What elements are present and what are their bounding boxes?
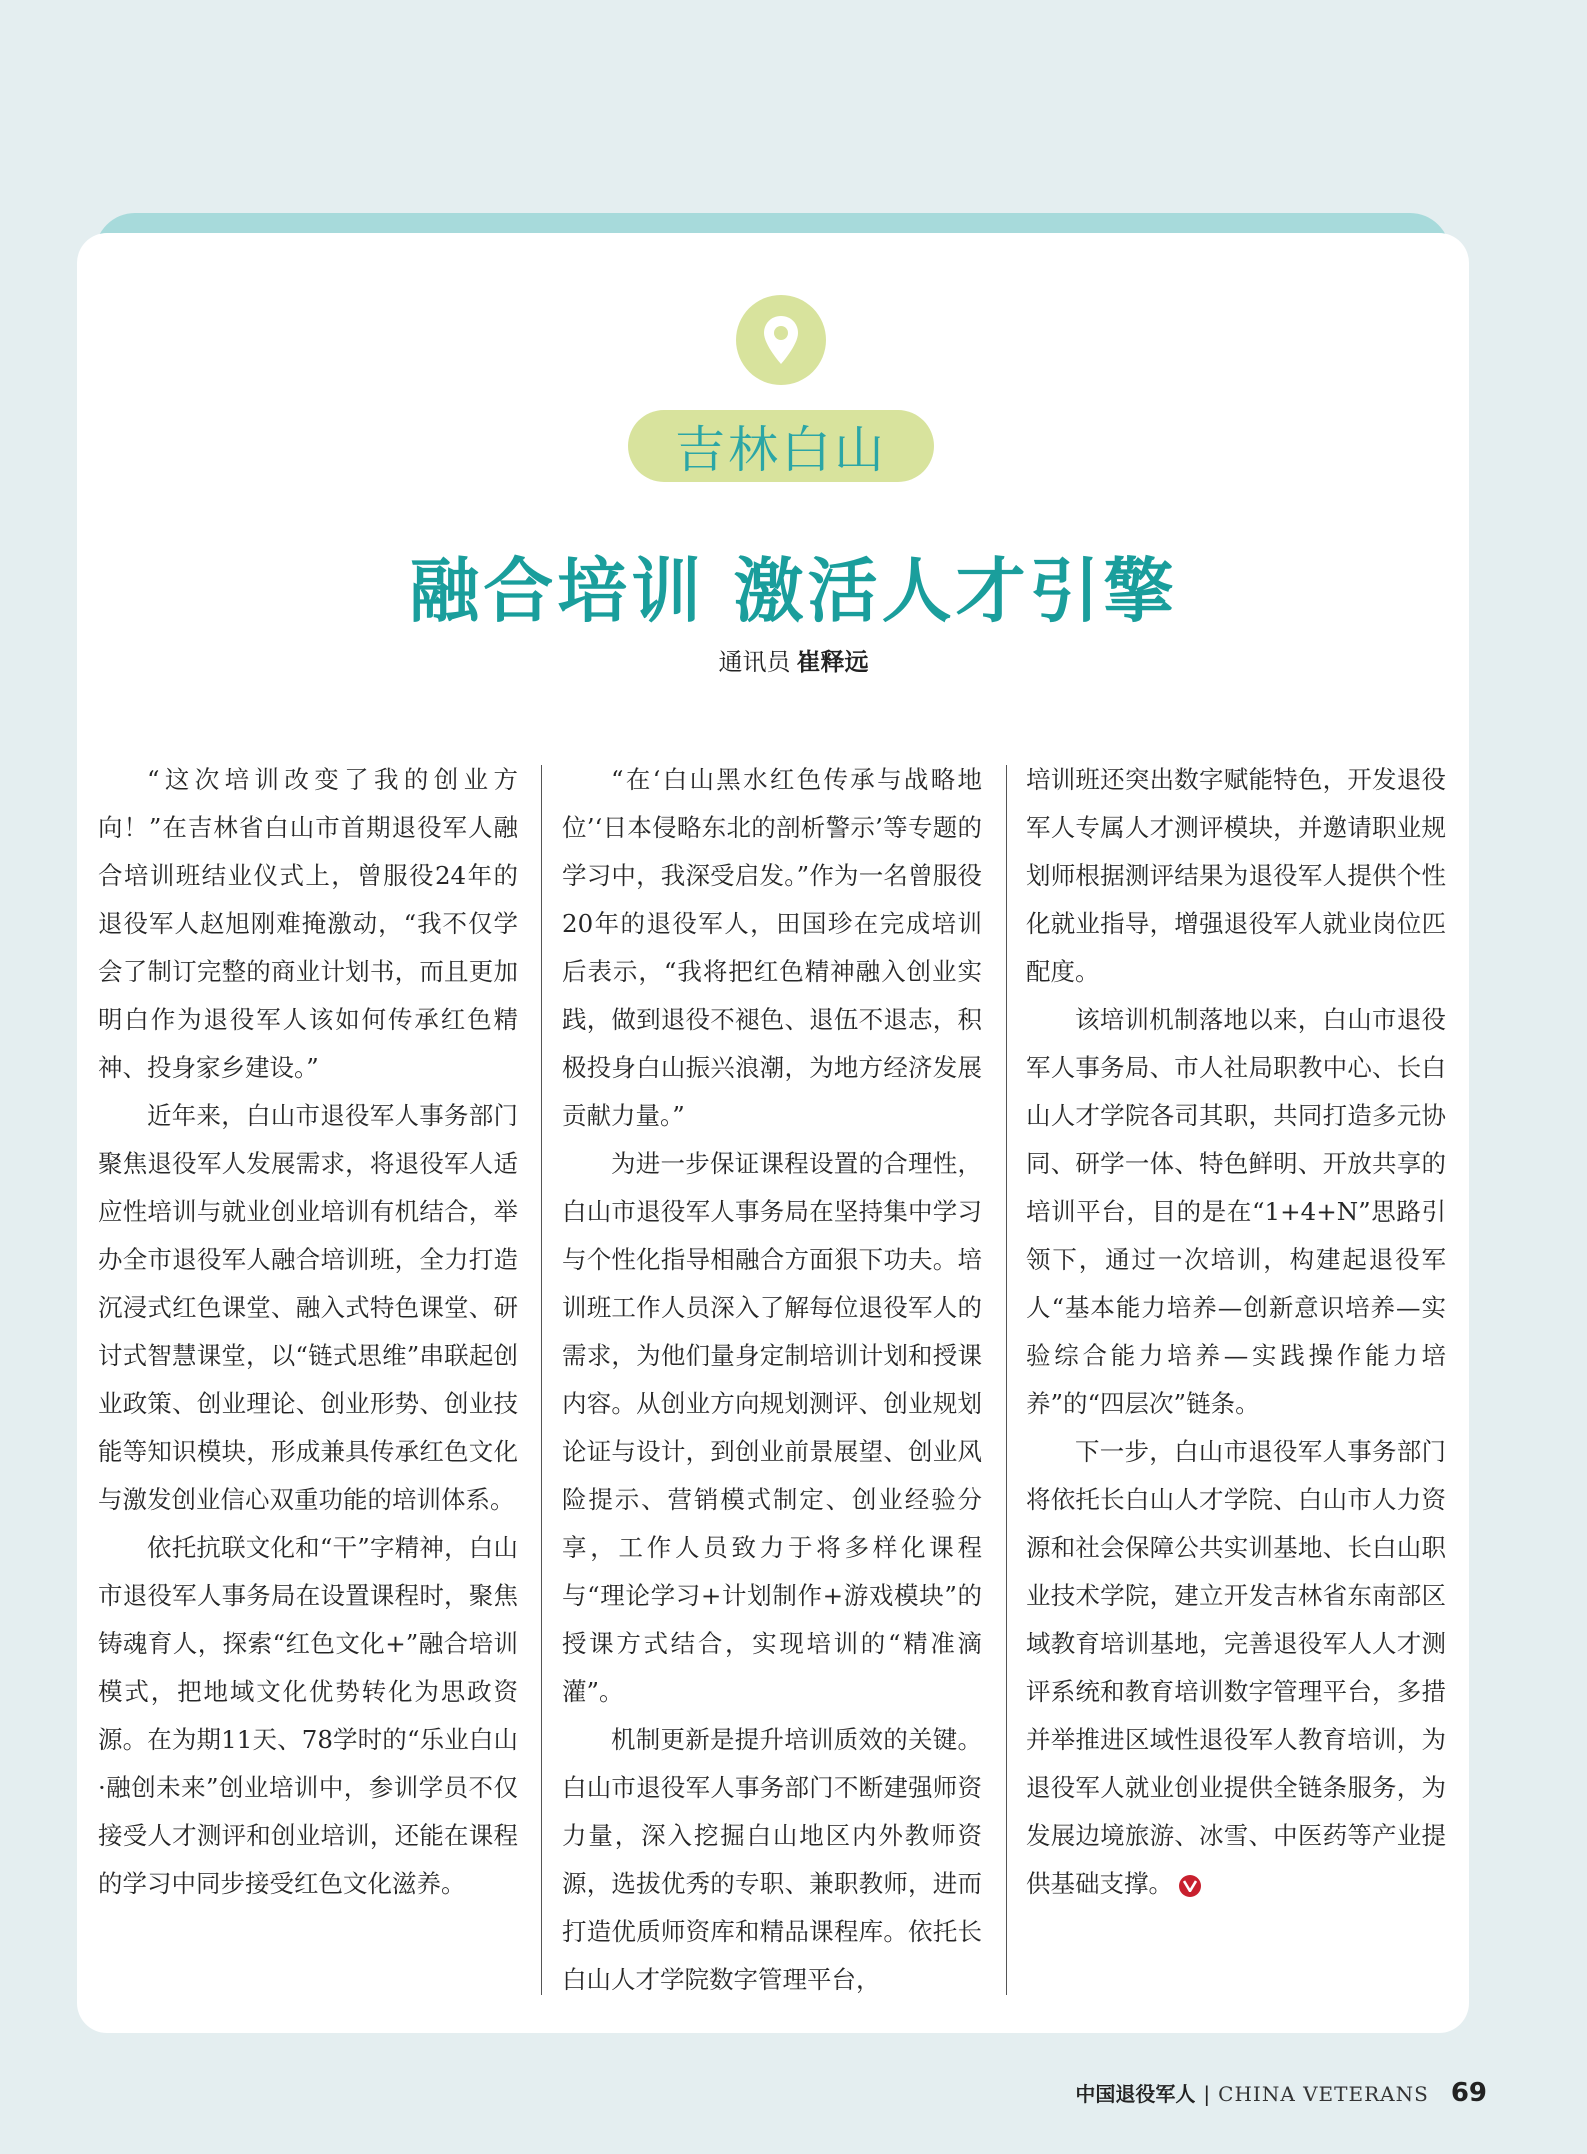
paragraph: 近年来，白山市退役军人事务部门聚焦退役军人发展需求，将退役军人适应性培训与就业创业培训有机结合，举办全市退役军人融合培训班，全力打造沉浸式红色课堂、融入式特色课堂、研讨式智慧课堂，以“链式思维”串联起创业政策、创业理论、创业形势、创业技能等知识模块，形成兼具传承红色文化与激发创业信心双重功能的培训体系。 xyxy=(98,1101,518,1514)
paragraph xyxy=(1026,1428,1446,1908)
location-pin-icon xyxy=(761,314,801,366)
column-divider xyxy=(541,765,542,1995)
magazine-name-en: CHINA VETERANS xyxy=(1218,2082,1429,2106)
byline-author: 崔释远 xyxy=(796,648,869,676)
byline xyxy=(0,642,1587,677)
article-headline: 融合培训 激活人才引擎 xyxy=(409,549,1178,632)
page-footer xyxy=(1075,2078,1487,2108)
article-column-2 xyxy=(562,756,982,2004)
location-pin-badge xyxy=(736,295,826,385)
paragraph-text: 下一步，白山市退役军人事务部门将依托长白山人才学院、白山市人力资源和社会保障公共实训基地、长白山职业技术学院，建立开发吉林省东南部区域教育培训基地，完善退役军人人才测评系统和教育培训数字管理平台，多措并举推进区域性退役军人教育培训，为退役军人就业创业提供全链条服务，为发展边境旅游、冰雪、中医药等产业提供基础支撑。 xyxy=(1026,1437,1446,1898)
page-number: 69 xyxy=(1450,2078,1487,2108)
footer-separator: | xyxy=(1203,2082,1211,2106)
paragraph: 培训班还突出数字赋能特色，开发退役军人专属人才测评模块，并邀请职业规划师根据测评结果为退役军人提供个性化就业指导，增强退役军人就业岗位匹配度。 xyxy=(1026,765,1446,986)
article-column-3 xyxy=(1026,756,1446,1908)
magazine-name: 中国退役军人 xyxy=(1075,2082,1196,2106)
paragraph: 机制更新是提升培训质效的关键。白山市退役军人事务部门不断建强师资力量，深入挖掘白山地区内外教师资源，选拔优秀的专职、兼职教师，进而打造优质师资库和精品课程库。依托长白山人才学院数字管理平台， xyxy=(562,1725,982,1994)
paragraph: 该培训机制落地以来，白山市退役军人事务局、市人社局职教中心、长白山人才学院各司其职，共同打造多元协同、研学一体、特色鲜明、开放共享的培训平台，目的是在“1+4+N”思路引领下，通过一次培训，构建起退役军人“基本能力培养—创新意识培养—实验综合能力培养—实践操作能力培养”的“四层次”链条。 xyxy=(1026,1005,1446,1418)
end-mark-icon xyxy=(1179,1875,1201,1897)
paragraph: “在‘白山黑水红色传承与战略地位’‘日本侵略东北的剖析警示’等专题的学习中，我深受启发。”作为一名曾服役20年的退役军人，田国珍在完成培训后表示，“我将把红色精神融入创业实践，做到退役不褪色、退伍不退志，积极投身白山振兴浪潮，为地方经济发展贡献力量。” xyxy=(562,765,982,1130)
article-column-1 xyxy=(98,756,518,1908)
paragraph: “这次培训改变了我的创业方向！”在吉林省白山市首期退役军人融合培训班结业仪式上，曾服役24年的退役军人赵旭刚难掩激动，“我不仅学会了制订完整的商业计划书，而且更加明白作为退役军人该如何传承红色精神、投身家乡建设。” xyxy=(98,765,518,1082)
paragraph: 为进一步保证课程设置的合理性，白山市退役军人事务局在坚持集中学习与个性化指导相融合方面狠下功夫。培训班工作人员深入了解每位退役军人的需求，为他们量身定制培训计划和授课内容。从创业方向规划测评、创业规划论证与设计，到创业前景展望、创业风险提示、营销模式制定、创业经验分享，工作人员致力于将多样化课程与“理论学习+计划制作+游戏模块”的授课方式结合，实现培训的“精准滴灌”。 xyxy=(562,1149,982,1706)
byline-role: 通讯员 xyxy=(718,648,791,676)
paragraph: 依托抗联文化和“干”字精神，白山市退役军人事务局在设置课程时，聚焦铸魂育人，探索“红色文化+”融合培训模式，把地域文化优势转化为思政资源。在为期11天、78学时的“乐业白山·融创未来”创业培训中，参训学员不仅接受人才测评和创业培训，还能在课程的学习中同步接受红色文化滋养。 xyxy=(98,1533,518,1898)
column-divider xyxy=(1006,765,1007,1995)
region-label: 吉林白山 xyxy=(628,410,934,482)
